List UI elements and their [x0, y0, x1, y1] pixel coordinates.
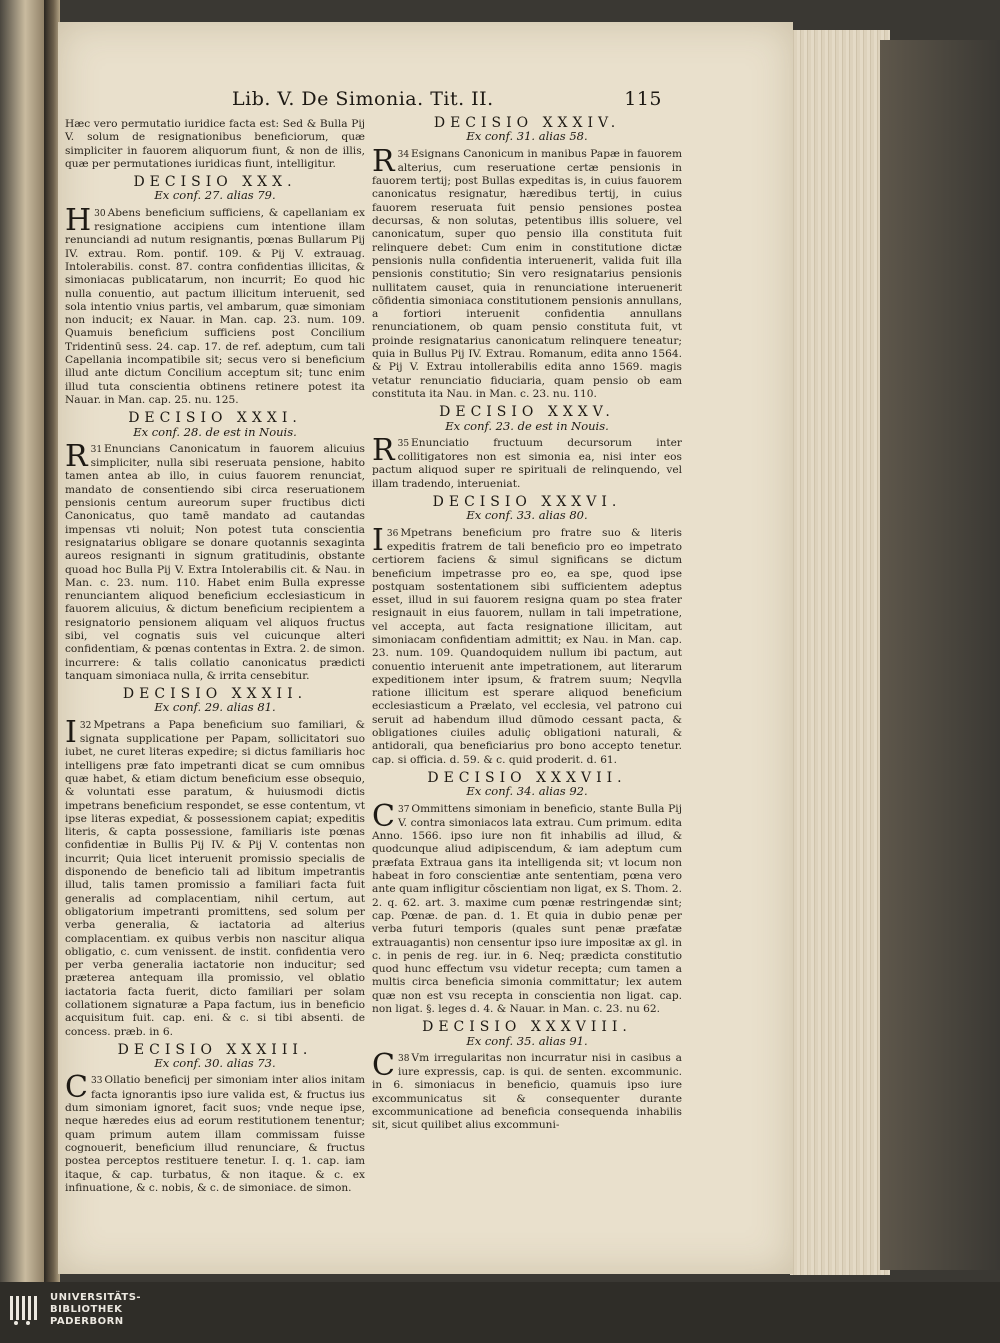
decision-body: Ommittens simoniam in beneficio, stante Bulla Pij V. contra simoniacos lata extrau. Cum primum. edita Anno. 1566. ipso iure non fit inhabilis ad illud, & quodcunque aliud adipiscendum, & iam adeptum cum præfata Extraua gans ita intelligenda sit; vt locum non habeat in foro conscientiæ ante sententiam, pœna vero ante quam infligitur cōscientiam non ligat, ex S. Thom. 2. 2. q. 62. art. 3. maxime cum pœnæ restringendæ sint; cap. Pœnæ. de pan. d. 1. Et quia in dubio penæ per verba futuri temporis (quales sunt penæ præfatæ extrauagantis) non censentur ipso iure impositæ ax gl. in c. in penis de reg. iur. in 6. Neq; prædicta constitutio quod hunc effectum vsu videtur recepta; cum tamen a multis circa beneficia simonia committatur; lex autem quæ non est vsu recepta in conscientia non ligat. cap. non ligat. §. leges d. 4. & Nauar. in Man. c. 23. nu 62. — [372, 802, 682, 1015]
decision-text — [372, 432, 682, 491]
decision-body: Mpetrans a Papa beneficium suo familiari, & signata supplicatione per Papam, sollicitatori suo iubet, ne curet literas expedire; si dictus familiaris hoc intelligens præ fato impetranti dicat se cum omnibus quæ habet, & etiam dictum beneficium esse obsequio, & voluntati esse paratum, & huiusmodi dictis impetrans beneficium respondet, se esse contentum, vt ipse literas expediat, & possessionem capiat; expeditis literis, & capta possessione, familiaris iste pœnas confidentiæ in Bullis Pij IV. & Pij V. contentas non incurrit; Quia licet interuenit promissio specialis de disponendo de beneficio tali ad libitum impetrantis illud, talis tamen promissio a familiari facta fuit generalis ad complacentiam, nihil certum, aut obligatorium impetranti promittens, sed solum per verba generalia, & iactatoria ad alterius complacentiam. ex quibus verbis non nascitur aliqua obligatio, c. cum venissent. de instit. confidentia vero per verba generalia iactatorie non inducitur; sed præterea antequam illa promissio, vel oblatio iactatoria facta fuerit, dicto familiari per solam collationem signaturæ a Papa factum, ius in beneficio acquisitum fuit. cap. eni. & c. si tibi absenti. de concess. præb. in 6. — [65, 718, 365, 1038]
decision-text — [372, 143, 682, 402]
decision-title: DECISIO XXXIII. — [117, 1041, 313, 1058]
decision-text — [65, 202, 365, 407]
logo-line: UNIVERSITÄTS- — [50, 1292, 142, 1303]
decision-body: Ollatio beneficij per simoniam inter alios initam facta ignorantis ipso iure valida est, & fructus ius dum simoniam ignoret, facit suos; vnde neque ipse, neque hæredes eius ad eorum restitutionem tenentur; quam primum autem illam commissam fuisse cognouerit, beneficium illud renunciare, & fructus postea perceptos restituere tenetur. I. q. 1. cap. iam itaque, & cap. turbatus, & non itaque. & c. ex infinuatione, & c. nobis, & c. de simoniace. de simon. — [65, 1074, 365, 1194]
left-column — [65, 118, 365, 1197]
decision-source: Ex conf. 34. alias 92. — [466, 784, 588, 799]
decision-source: Ex conf. 35. alias 91. — [466, 1033, 588, 1048]
drop-cap: R — [65, 438, 88, 474]
drop-cap: R — [372, 143, 395, 179]
decision-text — [65, 438, 365, 683]
decision-body: Mpetrans beneficium pro fratre suo & literis expeditis fratrem de tali beneficio pro eo impetrato certiorem faciens & simul significans se dictum beneficium impetrasse pro eo, ea spe, quod ipse postquam sostentationem sibi sufficientem adeptus esset, illud in sui fauorem resigna quam po stea frater resignauit in eius fauorem, nullam in tali impetratione, vel accepta, aut facta resignatione illicitam, aut simoniacam confidentiam admittit; ex Nau. in Man. cap. 23. num. 109. Quandoquidem nullum ibi pactum, aut conuentio interuenit ante impetrationem, aut literarum expeditionem inter ipsum, & fratrem suum; Neqvlla ratione illicitum est sperare aliquod beneficium ecclesiasticum a Prælato, vel ecclesia, vel patrono cui seruit ad habendum illud dūmodo cessant pacta, & obligationes ciuiles aduliç obligationi naturali, & antidorali, qua beneficiarius pro bono accepto tenetur. cap. si officia. d. 59. & c. quid proderit. d. 61. — [372, 526, 682, 766]
decision-title: DECISIO XXX. — [133, 174, 297, 191]
decision-source: Ex conf. 33. alias 80. — [466, 508, 588, 523]
decision-text — [372, 798, 682, 1017]
margin-number: 36 — [386, 528, 399, 539]
decision-title: DECISIO XXXI. — [128, 410, 302, 427]
drop-cap: I — [372, 522, 384, 558]
drop-cap: I — [65, 714, 77, 750]
margin-number: 32 — [79, 720, 92, 731]
decision-source: Ex conf. 28. de est in Nouis. — [133, 424, 297, 439]
decision-body: Vm irregularitas non incurratur nisi in casibus a iure expressis, cap. is qui. de senten. excommunic. in 6. simoniacus in beneficio, quamuis ipso iure excommunicatus sit & consequenter durante excommunicatione ad beneficia consequenda inhabilis sit, sicut quilibet alius excommuni- — [372, 1051, 682, 1132]
logo-line: PADERBORN — [50, 1316, 124, 1327]
drop-cap: H — [65, 202, 92, 238]
decision-title: DECISIO XXXVIII. — [422, 1019, 632, 1036]
decision-body: Abens beneficium sufficiens, & capellaniam ex resignatione accipiens cum intentione illam renunciandi ad nutum resignantis, pœnas Bullarum Pij IV. extrau. Rom. pontif. 109. & Pij V. extrauag. Intolerabilis. const. 87. contra confidentias illicitas, & simoniacas publicatarum, non incurrit; Eo quod hic nulla conuentio, aut pactum illicitum interuenit, sed sola intentio vnius partis, vel ambarum, quæ simoniam non inducit; ex Nauar. in Man. cap. 23. num. 109. Quamuis beneficium sufficiens post Concilium Tridentinū sess. 24. cap. 17. de ref. adeptum, cum tali Capellania incompatibile sit; secus vero si beneficium illud ante dictum Concilium acceptum sit; tunc enim illud tuta conscientia obtinens retinere potest ita Nauar. in Man. cap. 25. nu. 125. — [65, 206, 365, 406]
decision-body: Enuncians Canonicatum in fauorem alicuius simpliciter, nulla sibi reseruata pensione, habito tamen antea ab illo, in cuius fauorem renunciat, mandato de consentiendo sibi circa reseruationem pensionis centum aureorum super fructibus dicti Canonicatus, quo tamē mandato ad cautandas impensas vti noluit; Non potest tuta conscientia resignatarius obligare se donare quotannis sexaginta aureos resignanti in signum gratitudinis, obstante quoad hoc Bulla Pij V. Extra Intolerabilis cit. & Nau. in Man. c. 23. num. 110. Habet enim Bulla expresse renunciantem aliquod beneficium ecclesiasticum in fauorem alicuius, & dictum beneficium recipientem a resignatorio pensionem aliquam vel aliquos fructus sibi, vel cognatis suis vel cuicunque alteri confidentiam, & pœnas contentas in Extra. 2. de simon. incurrere: & talis collatio canonicatus prædicti tanquam simoniaca nulla, & irrita censebitur. — [65, 442, 365, 682]
page-stack-edges — [790, 30, 890, 1275]
decision-source: Ex conf. 30. alias 73. — [154, 1056, 276, 1071]
running-header — [232, 88, 662, 114]
decision-source: Ex conf. 31. alias 58. — [466, 129, 588, 144]
decision-source: Ex conf. 27. alias 79. — [154, 188, 276, 203]
university-library-logo-icon — [8, 1292, 42, 1326]
logo-line: BIBLIOTHEK — [50, 1304, 123, 1315]
right-column — [372, 112, 682, 1135]
decision-body: Esignans Canonicum in manibus Papæ in fauorem alterius, cum reseruatione certæ pensionis in fauorem tertij; post Bullas expeditas is, in cuius fauorem canonicatus resignatur, hæredibus tertij, in cuius fauorem reseruata fuit pensio pensiones postea decursas, & non solutas, petentibus illis soluere, vel canonicatum, super quo pensio illa constituta fuit relinquere debet: Cum enim in constitutione dictæ pensionis nulla confidentia interuenerit, valida fuit illa pensionis constitutio; Sin vero resignatarius pensionis nullitatem causet, quia in renunciatione interuenerit cōfidentia simoniaca constitutionem pensionis annullans, a fortiori interuenit confidentia annullans renunciationem, ob quam pensio constituta fuit, vt proinde resignatarius canonicatum relinquere teneatur; quia in Bullus Pij IV. Extrau. Romanum, edita anno 1564. & Pij V. Extrau intollerabilis edita anno 1569. magis vetatur renunciatio fiduciaria, quam pensio ob eam constituta ita Nau. in Man. c. 23. nu. 110. — [372, 147, 682, 400]
drop-cap: C — [65, 1070, 88, 1106]
background-shadow — [880, 40, 1000, 1270]
right-decisions — [372, 117, 682, 1133]
page-number: 115 — [624, 88, 662, 110]
decision-source: Ex conf. 23. de est in Nouis. — [445, 418, 609, 433]
left-decisions — [65, 176, 365, 1195]
decision-title: DECISIO XXXVI. — [432, 494, 622, 511]
decision-title: DECISIO XXXV. — [439, 404, 615, 421]
intro-paragraph: Hæc vero permutatio iuridice facta est: Sed & Bulla Pij V. solum de resignationibus beneficiorum, quæ simpliciter in fauorem aliquorum fiunt, & non de illis, quæ per permutationes iuridicas fiunt, intelligitur. — [65, 118, 365, 170]
margin-number: 35 — [397, 438, 410, 449]
decision-text — [372, 522, 682, 767]
drop-cap: R — [372, 432, 395, 468]
margin-number: 34 — [397, 149, 410, 160]
margin-number: 37 — [397, 804, 410, 815]
header-title: Lib. V. De Simonia. Tit. II. — [232, 88, 494, 110]
margin-number: 38 — [397, 1053, 410, 1064]
drop-cap: C — [372, 798, 395, 834]
facing-page-edge — [0, 0, 46, 1282]
decision-source: Ex conf. 29. alias 81. — [154, 700, 276, 715]
decision-body: Enunciatio fructuum decursorum inter collitigatores non est simonia ea, nisi inter eos pactum aliquod super re spirituali de relinquendo, vel illam tradendo, interueniat. — [372, 436, 682, 490]
decision-title: DECISIO XXXIV. — [433, 115, 621, 131]
margin-number: 33 — [90, 1076, 103, 1087]
margin-number: 31 — [90, 444, 103, 455]
library-logo-text — [50, 1292, 141, 1328]
drop-cap: C — [372, 1047, 395, 1083]
margin-number: 30 — [94, 208, 106, 219]
decision-title: DECISIO XXXVII. — [427, 769, 627, 786]
decision-title: DECISIO XXXII. — [122, 686, 308, 703]
decision-text — [65, 1070, 365, 1195]
footer-bar — [0, 1282, 1000, 1343]
decision-text — [65, 714, 365, 1039]
decision-text — [372, 1047, 682, 1133]
